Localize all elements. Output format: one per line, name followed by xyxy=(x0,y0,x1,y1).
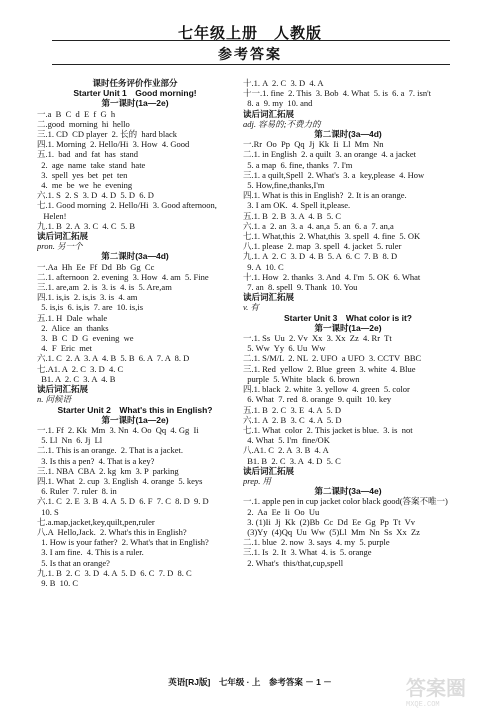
answer-line: 4. F Eric met xyxy=(37,343,93,354)
vocab-extension-heading: 读后词汇拓展 xyxy=(37,384,89,395)
lesson-heading: 第一课时(1a—2e) xyxy=(101,414,169,425)
section-heading: Starter Unit 2 What's this in English? xyxy=(57,404,213,415)
answer-line: 六.1. a 2. an 3. a 4. an,a 5. an 6. a 7. an,a xyxy=(243,220,394,231)
answer-line: 五.1. bad and fat has stand xyxy=(37,149,139,160)
answer-line: 三.1. a quilt,Spell 2. What's 3. a key,please 4. How xyxy=(243,169,425,180)
section-heading: 课时任务评价作业部分 xyxy=(92,78,178,88)
vocab-definition: prep. 用 xyxy=(243,475,272,486)
answer-line: 3. I am OK. 4. Spell it,please. xyxy=(243,200,351,211)
answer-line: 二.good morning hi hello xyxy=(37,118,130,129)
answer-line: 二.1. afternoon 2. evening 3. How 4. am 5. Fine xyxy=(37,271,209,282)
answer-line: 九.1. A 2. C 3. D 4. B 5. A 6. C 7. B 8. D xyxy=(243,251,398,262)
lesson-heading: 第二课时(3a—4e) xyxy=(314,486,382,497)
answer-line: 2. Alice an thanks xyxy=(37,322,109,333)
answer-line: 四.1. What is this in English? 2. It is an orange. xyxy=(243,190,407,201)
answer-line: 六.1. S 2. S 3. D 4. D 5. D 6. D xyxy=(37,190,154,201)
answer-line: 5. a map 6. fine, thanks 7. I'm xyxy=(243,159,353,170)
answer-line: 三.1. CD CD player 2. 长的 hard black xyxy=(37,129,177,140)
answer-line: 一.Rr Oo Pp Qq Jj Kk Ii Ll Mm Nn xyxy=(243,139,384,150)
vocab-extension-heading: 读后词汇拓展 xyxy=(37,231,89,242)
watermark-text: 答案圈 xyxy=(406,678,466,700)
vocab-definition: adj. 容易的;不费力的 xyxy=(243,118,321,129)
answer-line: 10. S xyxy=(37,506,59,517)
left-answer-column xyxy=(37,78,233,588)
answer-line: 三.1. NBA CBA 2. kg km 3. P parking xyxy=(37,465,179,476)
answer-line: 二.1. blue 2. now 3. says 4. my 5. purple xyxy=(243,537,390,548)
answer-line: 3. spell yes bet pet ten xyxy=(37,169,128,180)
answer-line: 4. What 5. I'm fine/OK xyxy=(243,435,330,446)
answer-line: 2. What's this/that,cup,spell xyxy=(243,557,344,568)
watermark-url: MXQE.COM xyxy=(406,701,440,709)
answer-line: 三.1. Red yellow 2. Blue green 3. white 4. Blue xyxy=(243,363,416,374)
answer-line: 二.1. in English 2. a quilt 3. an orange 4. a jacket xyxy=(243,149,417,160)
vocab-definition: pron. 另一个 xyxy=(37,241,83,252)
answer-line: 5. How,fine,thanks,I'm xyxy=(243,180,325,191)
answer-line: 六.1. A 2. B 3. C 4. A 5. D xyxy=(243,414,342,425)
answer-line: 9. A 10. C xyxy=(243,261,284,272)
vocab-extension-heading: 读后词汇拓展 xyxy=(243,108,295,119)
right-answer-column xyxy=(243,78,453,568)
answer-line: 3. Is this a pen? 4. That is a key? xyxy=(37,455,155,466)
answer-line: 9. B 10. C xyxy=(37,577,79,588)
answer-line: 七.1. Good morning 2. Hello/Hi 3. Good afternoon, xyxy=(37,200,217,211)
answer-line: 一.a B C d E f G h xyxy=(37,108,116,119)
answer-line: 三.1. Is 2. It 3. What 4. is 5. orange xyxy=(243,547,372,558)
answer-line: 一.Aa Hh Ee Ff Dd Bb Gg Cc xyxy=(37,261,155,272)
answer-line: B1. A 2. C 3. A 4. B xyxy=(37,373,116,384)
answer-line: 四.1. is,is 2. is,is 3. is 4. am xyxy=(37,292,138,303)
answer-line: 七.a.map,jacket,key,quilt,pen,ruler xyxy=(37,516,155,527)
lesson-heading: 第一课时(1a—2e) xyxy=(101,98,169,109)
answer-line: 4. me be we he evening xyxy=(37,180,133,191)
lesson-heading: 第一课时(1a—2e) xyxy=(314,322,382,333)
vocab-definition: v. 有 xyxy=(243,302,259,313)
vocab-definition: n. 问候语 xyxy=(37,394,72,405)
answer-line: 五.1. B 2. C 3. E 4. A 5. D xyxy=(243,404,341,415)
answer-line: 一.1. Ff 2. Kk Mm 3. Nn 4. Oo Qq 4. Gg Ii xyxy=(37,424,199,435)
answer-line: 6. What 7. red 8. orange 9. quilt 10. key xyxy=(243,394,392,405)
lesson-heading: 第二课时(3a—4d) xyxy=(101,251,169,262)
answer-line: 八.A1. C 2. A 3. B 4. A xyxy=(243,445,329,456)
answer-line: 十一.1. fine 2. This 3. Bob 4. What 5. is 6. a 7. isn't xyxy=(243,88,431,99)
answer-line: Helen! xyxy=(37,210,67,221)
section-heading: Starter Unit 1 Good morning! xyxy=(73,88,197,99)
page-title: 七年级上册 人教版 xyxy=(177,25,322,42)
answer-line: 八.1. please 2. map 3. spell 4. jacket 5. ruler xyxy=(243,241,402,252)
section-heading: Starter Unit 3 What color is it? xyxy=(284,312,412,323)
answer-line: 九.1. B 2. C 3. D 4. A 5. D 6. C 7. D 8. C xyxy=(37,567,192,578)
subtitle-rule xyxy=(52,64,450,65)
answer-line: 三.1. are,am 2. is 3. is 4. is 5. Are,am xyxy=(37,282,172,293)
answer-line: 五.1. H Dale whale xyxy=(37,312,108,323)
answer-line: 十.1. How 2. thanks 3. And 4. I'm 5. OK 6. What xyxy=(243,271,421,282)
watermark-logo xyxy=(406,672,496,712)
answer-line: B1. B 2. C 3. A 4. D 5. C xyxy=(243,455,341,466)
answer-line: 四.1. Morning 2. Hello/Hi 3. How 4. Good xyxy=(37,139,190,150)
answer-line: 九.1. B 2. A 3. C 4. C 5. B xyxy=(37,220,136,231)
answer-line: 七.1. What color 2. This jacket is blue. 3. is not xyxy=(243,424,413,435)
answer-line: 四.1. What 2. cup 3. English 4. orange 5. keys xyxy=(37,475,203,486)
answer-line: 5. Ww Yy 6. Uu Ww xyxy=(243,343,326,354)
answer-line: 二.1. S/M/L 2. NL 2. UFO a UFO 3. CCTV BBC xyxy=(243,353,422,364)
answer-line: 6. Ruler 7. ruler 8. in xyxy=(37,486,117,497)
answer-line: 2. age name take stand hate xyxy=(37,159,146,170)
answer-line: 5. is,is 6. is,is 7. are 10. is,is xyxy=(37,302,144,313)
answer-line: 八.A Hello,Jack. 2. What's this in English? xyxy=(37,526,187,537)
answer-line: 一.1. apple pen in cup jacket color black good(答案不唯一) xyxy=(243,496,448,507)
answer-line: 一.1. Ss Uu 2. Vv Xx 3. Xx Zz 4. Rr Tt xyxy=(243,333,392,344)
answer-line: (3)Yy (4)Qq Uu Ww (5)Ll Mm Nn Ss Xx Zz xyxy=(243,526,420,537)
answer-line: 3. B C D G evening we xyxy=(37,333,134,344)
answer-line: 二.1. This is an orange. 2. That is a jacket. xyxy=(37,445,183,456)
answer-line: 8. a 9. my 10. and xyxy=(243,98,313,109)
answer-line: 七.1. What,this 2. What,this 3. spell 4. fine 5. OK xyxy=(243,231,421,242)
answer-line: 六.1. C 2. E 3. B 4. A 5. D 6. F 7. C 8. D 9. D xyxy=(37,496,209,507)
page-footer: 英语[RJ版] 七年级 · 上 参考答案 － 1 － xyxy=(168,677,332,687)
answer-line: 3. (1)Ii Jj Kk (2)Bb Cc Dd Ee Gg Pp Tt Vv xyxy=(243,516,416,527)
vocab-extension-heading: 读后词汇拓展 xyxy=(243,292,295,303)
page-subtitle: 参考答案 xyxy=(218,46,282,62)
answer-line: 七.A1. A 2. C 3. D 4. C xyxy=(37,363,124,374)
answer-line: purple 5. White black 6. brown xyxy=(243,373,360,384)
lesson-heading: 第二课时(3a—4d) xyxy=(314,129,382,140)
answer-line: 六.1. C 2. A 3. A 4. B 5. B 6. A 7. A 8. D xyxy=(37,353,190,364)
answer-line: 2. Aa Ee Ii Oo Uu xyxy=(243,506,320,517)
answer-line: 五.1. B 2. B 3. A 4. B 5. C xyxy=(243,210,342,221)
answer-line: 四.1. black 2. white 3. yellow 4. green 5. color xyxy=(243,384,410,395)
answer-line: 5. Ll Nn 6. Jj Ll xyxy=(37,435,103,446)
answer-line: 1. How is your father? 2. What's that in English? xyxy=(37,537,209,548)
answer-line: 十.1. A 2. C 3. D 4. A xyxy=(243,78,324,88)
title-rule xyxy=(52,40,450,41)
answer-line: 3. I am fine. 4. This is a ruler. xyxy=(37,547,144,558)
answer-line: 5. Is that an orange? xyxy=(37,557,110,568)
answer-line: 7. an 8. spell 9. Thank 10. You xyxy=(243,282,358,293)
vocab-extension-heading: 读后词汇拓展 xyxy=(243,465,295,476)
